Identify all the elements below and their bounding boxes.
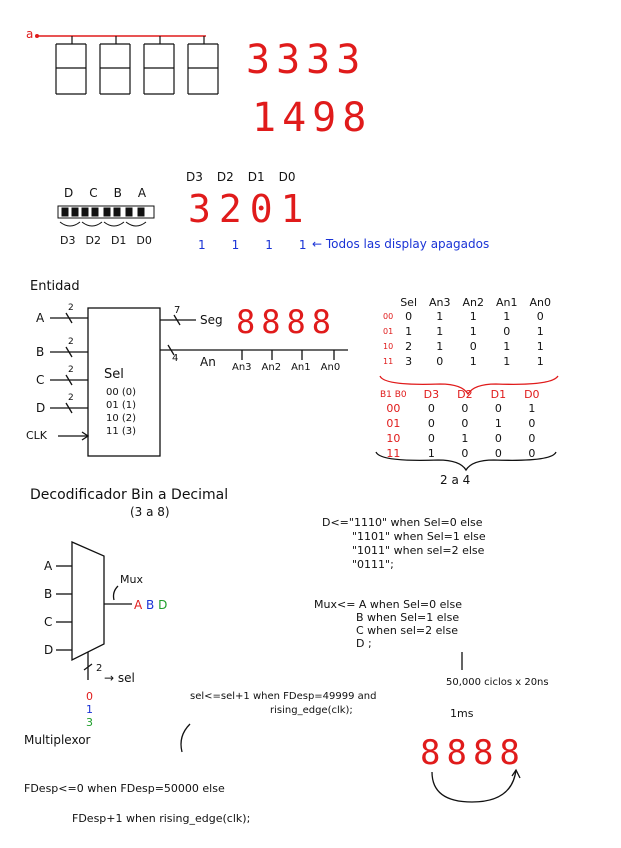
bottom-display: 8888	[420, 733, 526, 773]
mux-sel-nums	[86, 690, 93, 729]
row-code: 10	[383, 342, 394, 351]
table-cell: 1	[427, 447, 435, 460]
code-mux	[314, 598, 462, 650]
mux-label: Mux	[120, 573, 143, 586]
entity-title: Entidad	[30, 279, 80, 294]
table-header-row	[382, 296, 557, 309]
table-cell: 0	[536, 310, 544, 323]
mux-caption: Multiplexor	[24, 733, 91, 747]
decoder-title: Decodificador Bin a Decimal	[30, 487, 229, 503]
table-row	[372, 401, 549, 416]
code-line: sel<=sel+1 when FDesp=49999 and	[190, 691, 377, 702]
code-line: Mux<= A when Sel=0 else	[314, 598, 462, 611]
table-cell: 0	[461, 402, 469, 415]
an-label-item: An3	[232, 362, 252, 373]
table-cell: 0	[528, 447, 536, 460]
table-cell: 0	[405, 310, 413, 323]
sel-value: 00 (0)	[106, 387, 137, 398]
one-value: 1	[231, 238, 240, 252]
mux-sel-width: 2	[96, 663, 103, 674]
entity-input-d: D	[36, 401, 46, 415]
table-cell: 0	[461, 417, 469, 430]
sel-value: 01 (1)	[106, 400, 137, 411]
one-value: 1	[198, 238, 206, 252]
table-cell: 0	[503, 325, 511, 338]
mux-input-c: C	[44, 615, 53, 629]
table-cell: 0	[436, 355, 444, 368]
table-cell: 1	[461, 432, 469, 445]
code-line: D ;	[356, 637, 372, 650]
code-line: D<="1110" when Sel=0 else	[322, 516, 483, 529]
sel-num: 1	[86, 703, 93, 716]
digits-display: 3201	[188, 187, 312, 231]
digit-headers	[186, 170, 296, 184]
table-cell: 0	[494, 402, 502, 415]
mux-out	[134, 598, 167, 612]
table-row	[382, 354, 557, 369]
table-cell: 1	[494, 417, 502, 430]
entity-sel-label: Sel	[104, 367, 124, 382]
an-label-item: An2	[261, 362, 282, 373]
sel-num: 3	[86, 716, 93, 729]
an-width: 4	[172, 353, 179, 364]
row-code: 01	[383, 327, 394, 336]
table-cell: 1	[469, 355, 477, 368]
table-cell: 1	[436, 340, 444, 353]
bus-width: 2	[68, 337, 74, 347]
ms-note: 1ms	[450, 707, 474, 720]
an-label-item: An1	[291, 362, 311, 373]
seg-label: Seg	[200, 313, 223, 327]
table-cell: 1	[405, 325, 413, 338]
mux-sel-label: → sel	[104, 671, 135, 685]
dip-switch-icon	[58, 206, 154, 226]
code-line: C when sel=2 else	[356, 624, 458, 637]
table-header-row	[372, 388, 549, 401]
table-row	[372, 446, 549, 461]
dip-bit: D2	[85, 234, 101, 247]
displays-off-note: ← Todos las display apagados	[312, 237, 490, 251]
digit-header: D0	[278, 170, 296, 184]
code-sel	[190, 690, 377, 718]
table-header: D0	[524, 388, 540, 401]
an-labels	[232, 362, 340, 373]
table-header: An1	[496, 296, 518, 309]
decoder-table	[372, 388, 549, 461]
table-header: An3	[429, 296, 451, 309]
bus-width: 2	[68, 303, 74, 313]
table-cell: 0	[461, 447, 469, 460]
table-cell: 0	[427, 432, 435, 445]
cycles-note: 50,000 ciclos x 20ns	[446, 677, 549, 688]
table-cell: 0	[528, 432, 536, 445]
mux-input-a: A	[44, 559, 53, 573]
code-line: B when Sel=1 else	[356, 611, 460, 624]
table-cell: 1	[436, 310, 444, 323]
table-cell: 0	[494, 432, 502, 445]
row-code: 11	[383, 357, 394, 366]
table-cell: 1	[469, 325, 477, 338]
dip-letter: A	[137, 186, 147, 200]
mux-input-d: D	[44, 643, 54, 657]
table-cell: 1	[503, 340, 511, 353]
entity-display: 8888	[236, 303, 338, 341]
table-row	[382, 324, 557, 339]
digit-header: D3	[186, 170, 203, 184]
mux-out-a: A	[134, 598, 143, 612]
code-fdesp	[24, 774, 250, 834]
table-cell: 0	[427, 402, 435, 415]
seg-width: 7	[174, 305, 181, 316]
table-cell: 0	[427, 417, 435, 430]
bus-label: a	[26, 27, 34, 41]
table-cell: 0	[494, 447, 502, 460]
decoder-caption: 2 a 4	[440, 473, 471, 487]
bus-width: 2	[68, 393, 74, 403]
table-cell: 1	[536, 340, 544, 353]
table-cell: 1	[528, 402, 536, 415]
dip-bit: D1	[110, 234, 127, 247]
table-cell: 1	[503, 310, 511, 323]
table-cell: 0	[528, 417, 536, 430]
table-cell: 2	[405, 340, 413, 353]
dip-bits	[60, 234, 152, 247]
code-line: FDesp<=0 when FDesp=50000 else	[24, 782, 225, 795]
blank-display-grid	[56, 44, 218, 94]
table-cell: 1	[536, 355, 544, 368]
table-cell: 10	[386, 432, 401, 445]
table-header: An2	[462, 296, 484, 309]
mux-symbol	[56, 542, 132, 680]
mux-out-d: D	[158, 598, 168, 612]
table-row	[372, 416, 549, 431]
table-header: D1	[490, 388, 507, 401]
table-cell: 01	[386, 417, 401, 430]
table-cell: 00	[386, 402, 401, 415]
table-cell: 11	[386, 447, 401, 460]
entity-input-clk: CLK	[26, 429, 48, 442]
anode-table	[382, 296, 557, 369]
entity-input-c: C	[36, 373, 45, 387]
table-cell: 3	[405, 355, 413, 368]
code-line: FDesp+1 when rising_edge(clk);	[72, 812, 251, 825]
entity-input-b: B	[36, 345, 45, 359]
digit-header: D2	[216, 170, 234, 184]
dip-letters	[64, 186, 146, 200]
top-display-row2: 1498	[252, 95, 373, 141]
sel-num: 0	[86, 690, 93, 703]
bus-width: 2	[68, 365, 74, 375]
table-row	[372, 431, 549, 446]
mux-out-b: B	[146, 598, 155, 612]
entity-sel-values	[106, 386, 136, 438]
code-line: "0111";	[352, 558, 394, 571]
decoder-subtitle: (3 a 8)	[130, 505, 170, 519]
table-header: Sel	[400, 296, 417, 309]
digits-ones	[198, 238, 307, 252]
an-label-item: An0	[320, 362, 341, 373]
table-cell: 1	[503, 355, 511, 368]
code-line: "1011" when sel=2 else	[352, 544, 485, 557]
table-header: D3	[423, 388, 440, 401]
one-value: 1	[298, 238, 307, 252]
dip-bit: D3	[60, 234, 76, 247]
dip-letter: D	[64, 186, 74, 200]
code-d	[322, 516, 486, 572]
sel-value: 11 (3)	[106, 426, 137, 437]
entity-input-a: A	[36, 311, 45, 325]
dip-bit: D0	[136, 234, 152, 247]
code-line: rising_edge(clk);	[270, 705, 353, 716]
dip-letter: C	[89, 186, 98, 200]
table-header: An0	[529, 296, 551, 309]
sel-value: 10 (2)	[106, 413, 137, 424]
mux-input-b: B	[44, 587, 53, 601]
table-cell: 1	[469, 310, 477, 323]
row-code: 00	[383, 312, 394, 321]
table-cell: 1	[436, 325, 444, 338]
table-row	[382, 309, 557, 324]
code-line: "1101" when Sel=1 else	[352, 530, 486, 543]
top-display-row1: 3333	[246, 37, 367, 83]
one-value: 1	[265, 238, 273, 252]
table-cell: 0	[469, 340, 477, 353]
table-row	[382, 339, 557, 354]
dip-letter: B	[113, 186, 122, 200]
table-header: D2	[457, 388, 473, 401]
digit-header: D1	[247, 170, 265, 184]
table-header: B1 B0	[380, 389, 407, 400]
table-cell: 1	[536, 325, 544, 338]
an-label: An	[200, 355, 216, 369]
